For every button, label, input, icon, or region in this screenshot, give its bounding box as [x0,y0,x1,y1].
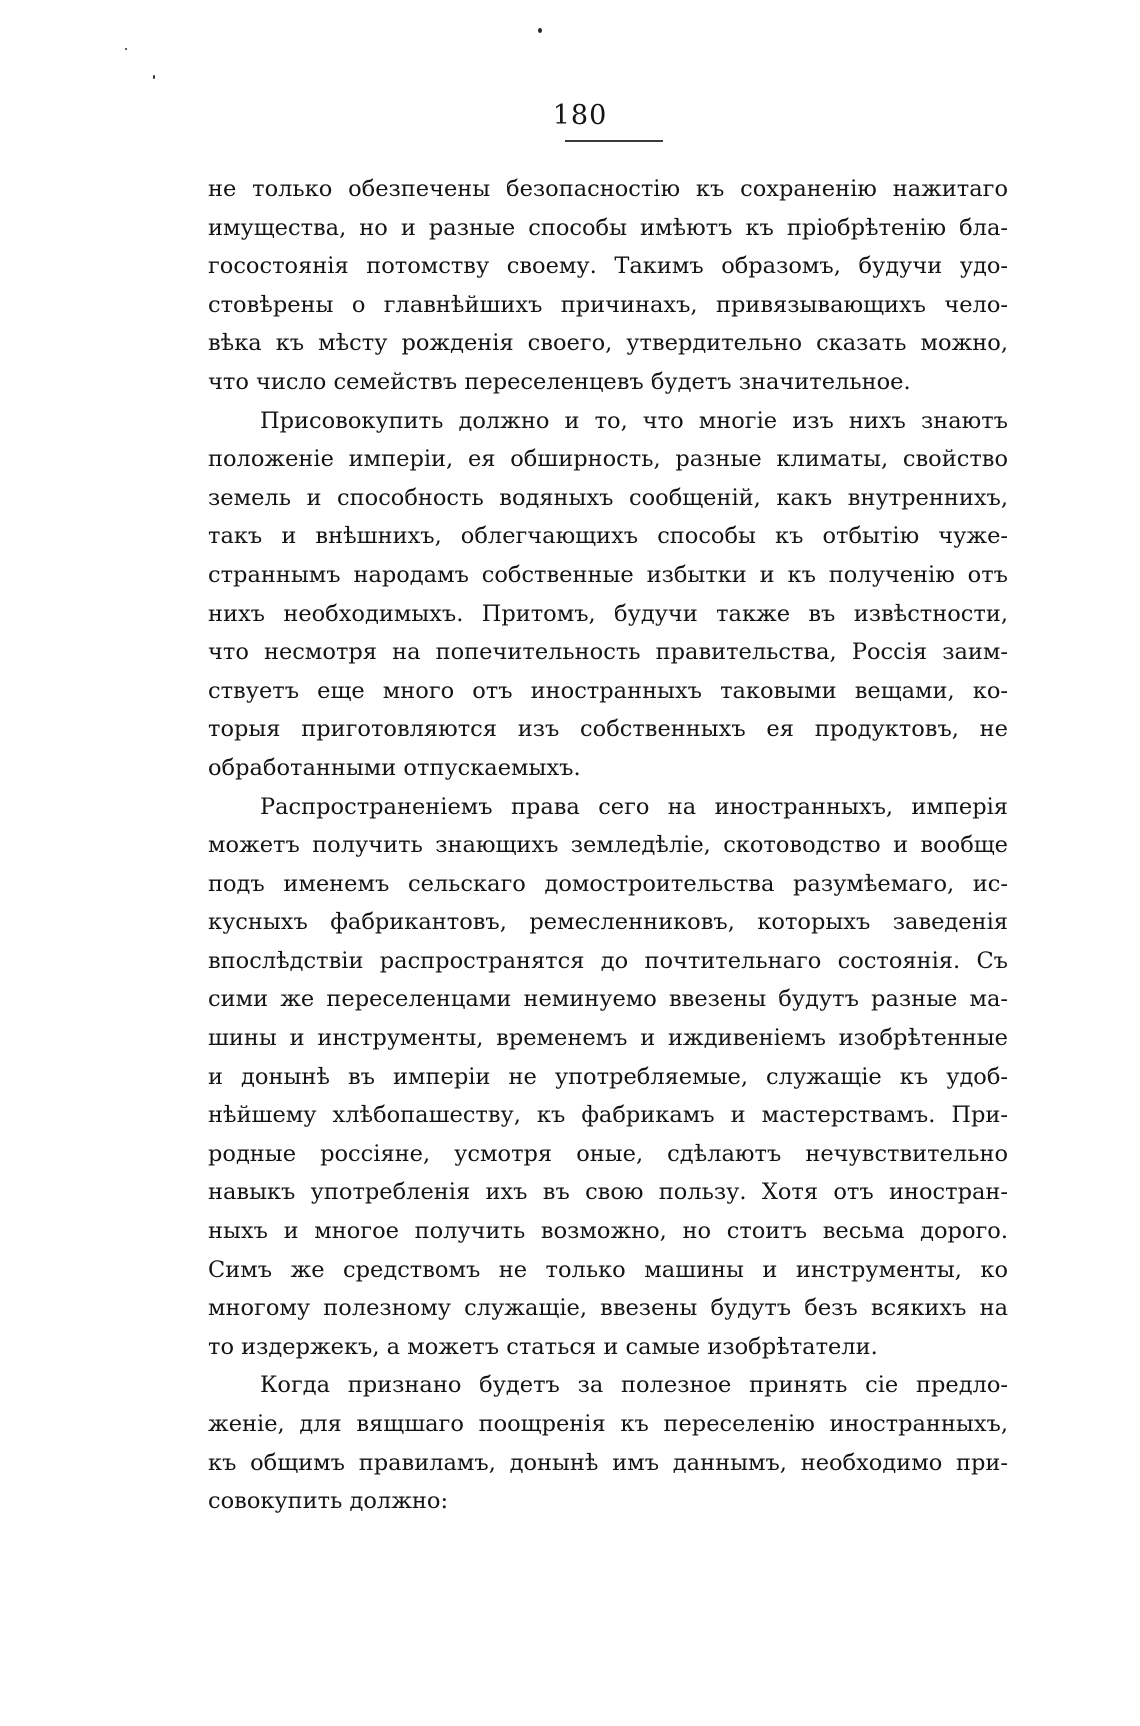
text-line: Распространеніемъ права сего на иностранныхъ, имперія [260,793,1008,820]
text-line: что число семействъ переселенцевъ будетъ значительное. [208,368,911,395]
header-rule [565,140,663,142]
text-line: ствуетъ еще много отъ иностранныхъ таковыми вещами, ко- [208,677,1008,704]
text-line: женіе, для вящшаго поощренія къ переселенію иностранныхъ, [208,1411,1008,1437]
ink-speck [125,48,127,50]
text-line: родные россіяне, усмотря оные, сдѣлаютъ нечувствительно [208,1140,1008,1167]
text-line: нѣйшему хлѣбопашеству, къ фабрикамъ и мастерствамъ. При- [208,1102,1008,1129]
text-line: положеніе имперіи, ея обширность, разные климаты, свойство [208,446,1008,473]
text-line: впослѣдствіи распространятся до почтительнаго состоянія. Съ [208,947,1008,974]
text-line: Присовокупить должно и то, что многіе изъ нихъ знаютъ [260,407,1008,434]
text-line: то издержекъ, а можетъ статься и самые изобрѣтатели. [208,1333,878,1360]
text-line: обработанными отпускаемыхъ. [208,754,581,781]
ink-speck [153,75,155,79]
text-line: навыкъ употребленія ихъ въ свою пользу. Хотя отъ иностран- [208,1179,1008,1206]
paragraph [208,1366,1008,1520]
text-line: шины и инструменты, временемъ и иждивеніемъ изобрѣтенные [208,1025,1008,1052]
text-line: совокупить должно: [208,1488,449,1515]
text-line: имущества, но и разные способы имѣютъ къ пріобрѣтенію бла- [208,214,1008,241]
text-line: нихъ необходимыхъ. Притомъ, будучи также въ извѣстности, [208,600,1008,627]
text-line: къ общимъ правиламъ, донынѣ имъ даннымъ, необходимо при- [208,1449,1008,1476]
text-line: Симъ же средствомъ не только машины и инструменты, ко [208,1256,1008,1283]
text-line: можетъ получить знающихъ земледѣліе, скотоводство и вообще [208,832,1008,859]
text-line: земель и способность водяныхъ сообщеній, какъ внутреннихъ, [208,484,1008,511]
ink-speck [538,28,542,33]
text-line: такъ и внѣшнихъ, облегчающихъ способы къ отбытію чуже- [208,523,1008,550]
text-line: подъ именемъ сельскаго домостроительства разумѣемаго, ис- [208,870,1008,897]
text-line: вѣка къ мѣсту рожденія своего, утвердительно сказать можно, [208,330,1008,357]
paragraph [208,170,1008,402]
paragraph [208,402,1008,788]
text-line: торыя приготовляются изъ собственныхъ ея продуктовъ, не [208,716,1008,743]
text-line: что несмотря на попечительность правительства, Россія заим- [208,639,1008,666]
text-line: и донынѣ въ имперіи не употребляемые, служащіе къ удоб- [208,1063,1008,1090]
page-number: 180 [552,100,608,131]
text-line: Когда признано будетъ за полезное принять сіе предло- [260,1372,1008,1399]
text-line: кусныхъ фабрикантовъ, ремесленниковъ, которыхъ заведенія [208,909,1008,936]
text-line: госостоянія потомству своему. Такимъ образомъ, будучи удо- [208,253,1008,280]
text-line: ныхъ и многое получить возможно, но стоитъ весьма дорого. [208,1218,1008,1245]
body-text [208,170,1008,1521]
text-line: не только обезпечены безопасностію къ сохраненію нажитаго [208,176,1008,202]
paragraph [208,788,1008,1367]
text-line: стовѣрены о главнѣйшихъ причинахъ, привязывающихъ чело- [208,291,1008,318]
text-line: страннымъ народамъ собственные избытки и къ полученію отъ [208,561,1008,588]
text-line: многому полезному служащіе, ввезены будутъ безъ всякихъ на [208,1295,1008,1322]
text-line: сими же переселенцами неминуемо ввезены будутъ разные ма- [208,986,1008,1013]
